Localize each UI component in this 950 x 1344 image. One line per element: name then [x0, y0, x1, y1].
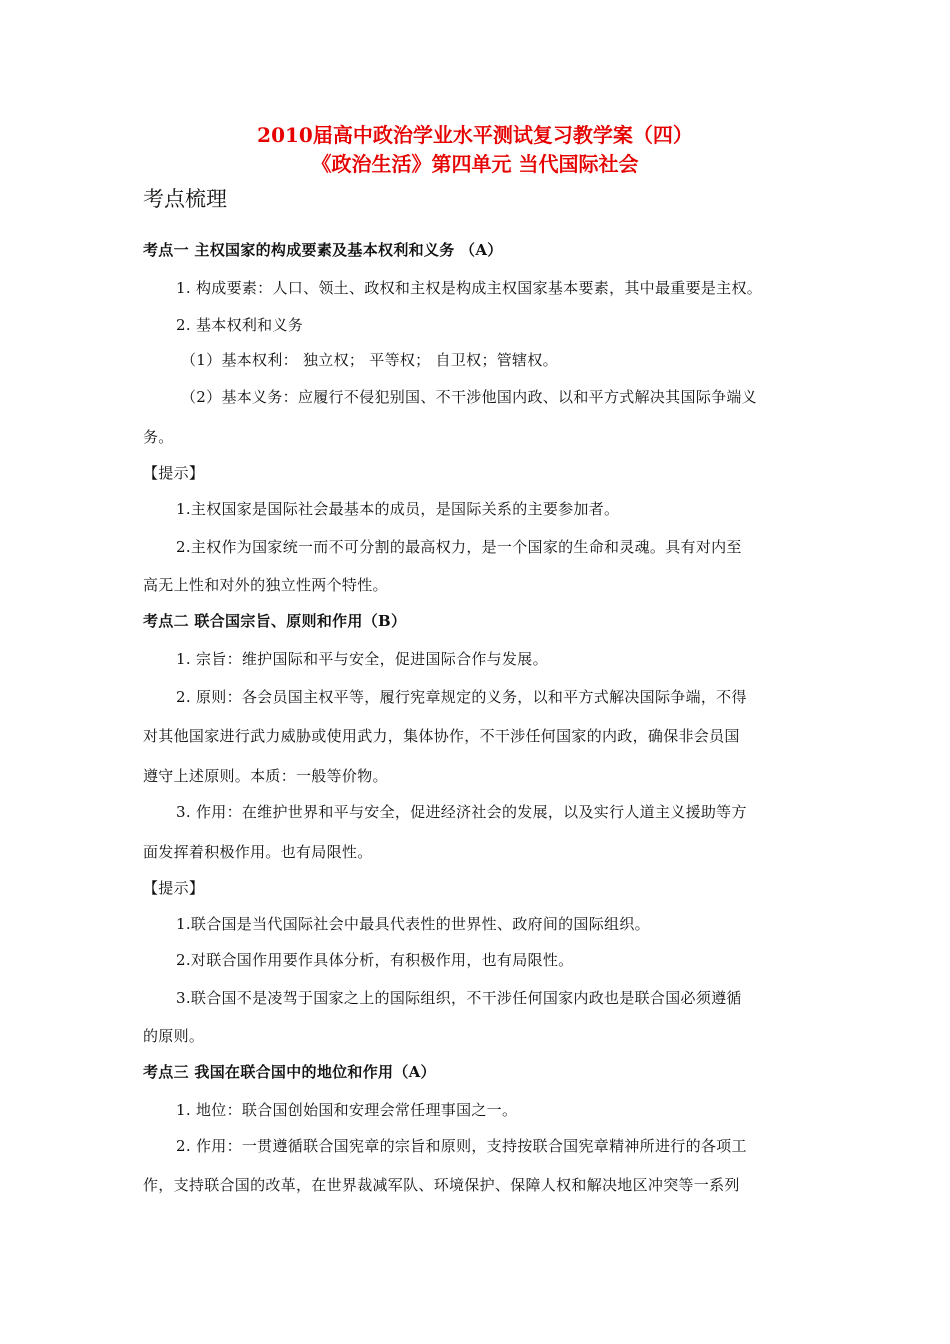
kd1-tip-label: 【提示】 — [143, 464, 205, 482]
kd1-tip1: 1.主权国家是国际社会最基本的成员，是国际关系的主要参加者。 — [176, 500, 620, 518]
kd2-p2-line3: 遵守上述原则。本质：一般等价物。 — [143, 767, 388, 785]
document-title-line2: 《政治生活》第四单元 当代国际社会 — [311, 152, 639, 176]
kd1-heading: 考点一 主权国家的构成要素及基本权利和义务 （A） — [143, 241, 503, 259]
kd1-tip2-line2: 高无上性和对外的独立性两个特性。 — [143, 576, 388, 594]
kd1-p2: 2. 基本权利和义务 — [176, 316, 304, 334]
kd2-p3-line1: 3. 作用：在维护世界和平与安全，促进经济社会的发展，以及实行人道主义援助等方 — [176, 803, 747, 821]
kd1-tip2-line1: 2.主权作为国家统一而不可分割的最高权力，是一个国家的生命和灵魂。具有对内至 — [176, 538, 742, 556]
kd1-p1: 1. 构成要素：人口、领土、政权和主权是构成主权国家基本要素，其中最重要是主权。 — [176, 279, 763, 297]
kd2-tip-label: 【提示】 — [143, 879, 205, 897]
kd2-tip1: 1.联合国是当代国际社会中最具代表性的世界性、政府间的国际组织。 — [176, 915, 650, 933]
kd2-tip3-line1: 3.联合国不是凌驾于国家之上的国际组织，不干涉任何国家内政也是联合国必须遵循 — [176, 989, 742, 1007]
kd2-p1: 1. 宗旨：维护国际和平与安全，促进国际合作与发展。 — [176, 650, 548, 668]
kd3-p1: 1. 地位：联合国创始国和安理会常任理事国之一。 — [176, 1101, 518, 1119]
kd3-p2-line1: 2. 作用：一贯遵循联合国宪章的宗旨和原则，支持按联合国宪章精神所进行的各项工 — [176, 1137, 747, 1155]
kd1-p4-line2: 务。 — [143, 428, 174, 446]
kd2-p3-line2: 面发挥着积极作用。也有局限性。 — [143, 843, 373, 861]
kd2-p2-line1: 2. 原则：各会员国主权平等，履行宪章规定的义务，以和平方式解决国际争端，不得 — [176, 688, 747, 706]
kd2-tip3-line2: 的原则。 — [143, 1027, 205, 1045]
kd1-p3: （1）基本权利： 独立权； 平等权； 自卫权；管辖权。 — [181, 351, 558, 369]
kd2-tip2: 2.对联合国作用要作具体分析，有积极作用，也有局限性。 — [176, 951, 574, 969]
kd2-p2-line2: 对其他国家进行武力威胁或使用武力，集体协作，不干涉任何国家的内政，确保非会员国 — [143, 727, 740, 745]
kd3-p2-line2: 作，支持联合国的改革，在世界裁减军队、环境保护、保障人权和解决地区冲突等一系列 — [143, 1176, 740, 1194]
kd1-p4-line1: （2）基本义务：应履行不侵犯别国、不干涉他国内政、以和平方式解决其国际争端义 — [181, 388, 757, 406]
document-title-line1: 2010届高中政治学业水平测试复习教学案（四） — [257, 123, 693, 147]
kd3-heading: 考点三 我国在联合国中的地位和作用（A） — [143, 1063, 436, 1081]
kd2-heading: 考点二 联合国宗旨、原则和作用（B） — [143, 612, 407, 630]
section-title: 考点梳理 — [143, 187, 227, 211]
